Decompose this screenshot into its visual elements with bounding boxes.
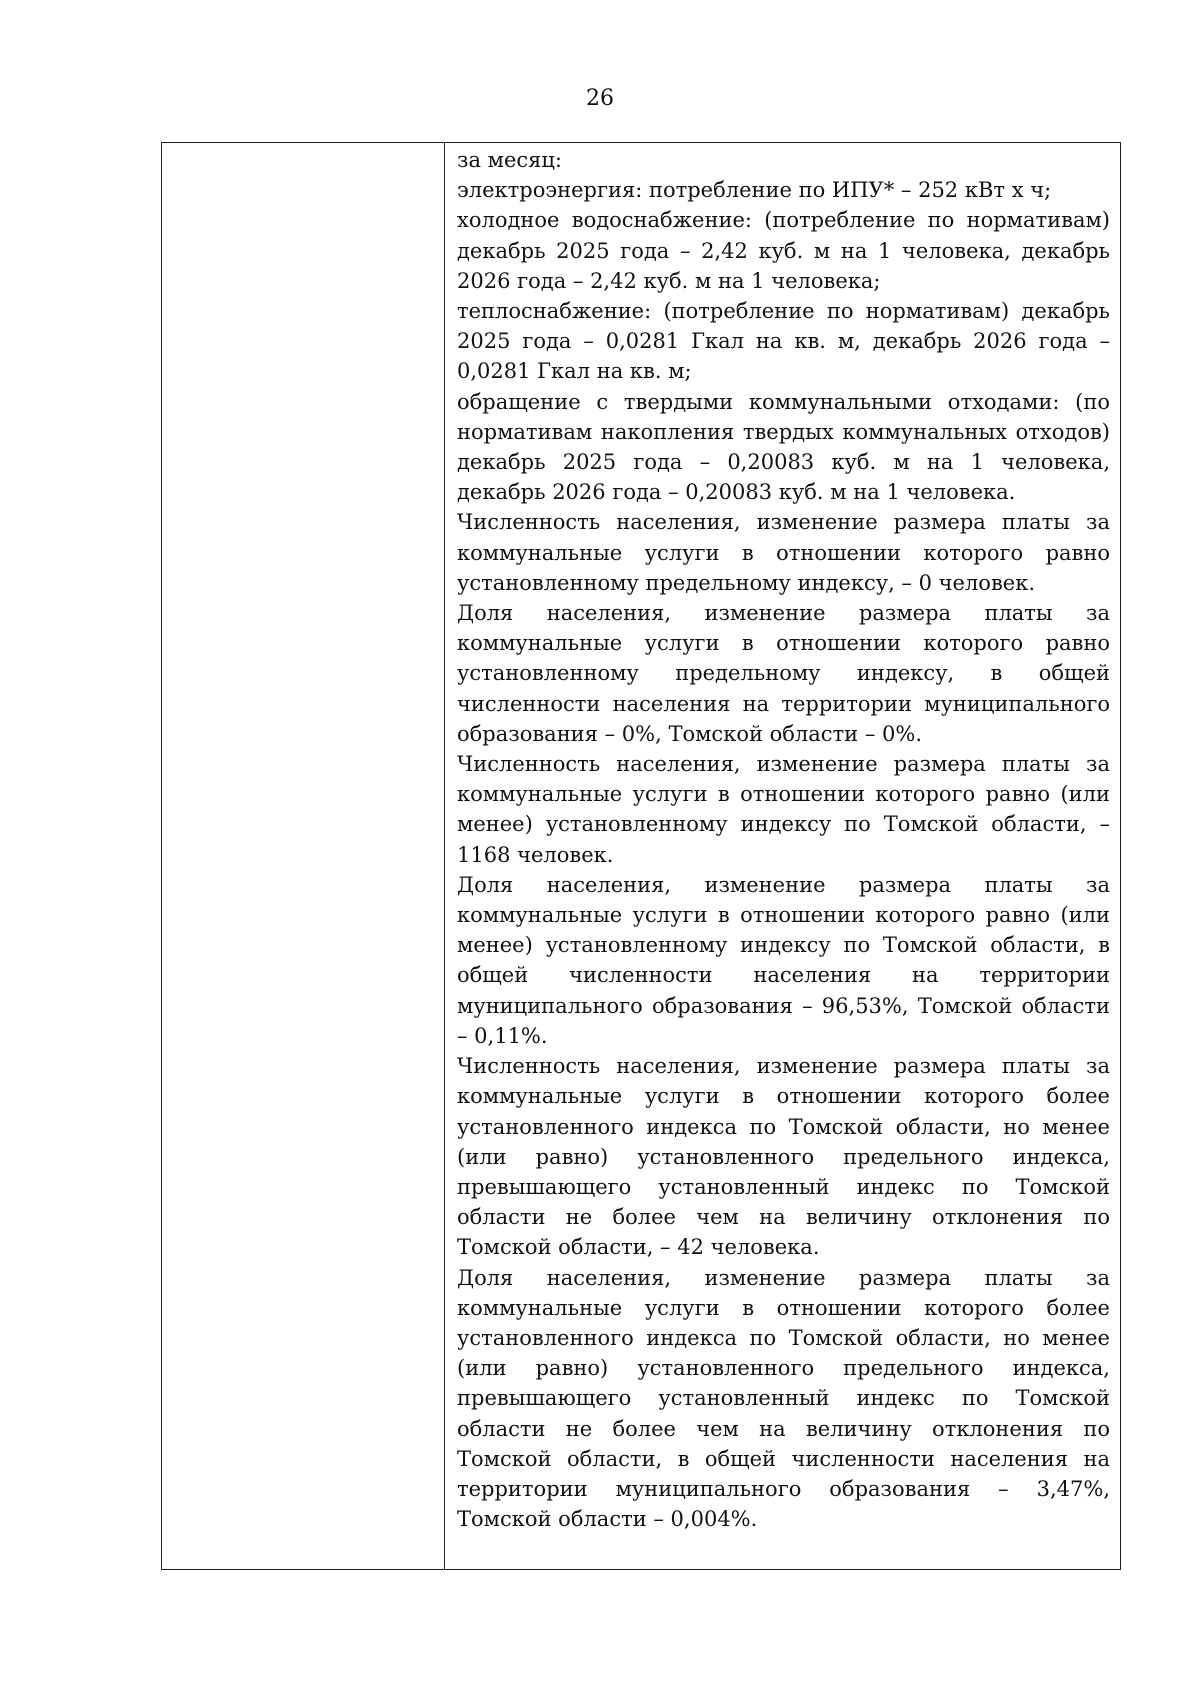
paragraph-share-limit-index: Доля населения, изменение размера платы за коммунальные услуги в отношении которого равно установленному предельному индексу, в общей численности населения на территории муниципального образования – 0%, Томской области – 0%. (457, 601, 1110, 746)
paragraph-electricity: электроэнергия: потребление по ИПУ* – 252 кВт х ч; (457, 178, 1052, 203)
page-number: 26 (586, 86, 614, 111)
paragraph-solid-waste: обращение с твердыми коммунальными отходами: (по нормативам накопления твердых коммунальных отходов) декабрь 2025 года – 0,20083 куб. м на 1 человека, декабрь 2026 года – 0,20083 куб. м на 1 человека. (457, 389, 1110, 505)
paragraph-heating: теплоснабжение: (потребление по нормативам) декабрь 2025 года – 0,0281 Гкал на кв. м, декабрь 2026 года – 0,0281 Гкал на кв. м; (457, 299, 1110, 384)
paragraph-share-below-index: Доля населения, изменение размера платы за коммунальные услуги в отношении которого равно (или менее) установленному индексу по Томской области, в общей численности населения на территории муниципального образования – 96,53%, Томской области – 0,11%. (457, 872, 1110, 1048)
paragraph-cold-water: холодное водоснабжение: (потребление по нормативам) декабрь 2025 года – 2,42 куб. м на 1 человека, декабрь 2026 года – 2,42 куб. м на 1 человека; (457, 208, 1110, 293)
content-table (161, 142, 1121, 1570)
paragraph-period-header: за месяц: (457, 148, 562, 172)
right-cell-text (445, 143, 1121, 1570)
table-row (162, 143, 1121, 1570)
paragraph-population-limit-index: Численность населения, изменение размера платы за коммунальные услуги в отношении которого равно установленному предельному индексу, – 0 человек. (457, 510, 1110, 595)
paragraph-population-above-index: Численность населения, изменение размера платы за коммунальные услуги в отношении которого более установленного индекса по Томской области, но менее (или равно) установленного предельного индекса, превышающего установленный индекс по Томской области не более чем на величину отклонения по Томской области, – 42 человека. (457, 1054, 1110, 1260)
paragraph-population-below-index: Численность населения, изменение размера платы за коммунальные услуги в отношении которого равно (или менее) установленному индексу по Томской области, – 1168 человек. (457, 752, 1110, 867)
paragraph-share-above-index: Доля населения, изменение размера платы за коммунальные услуги в отношении которого более установленного индекса по Томской области, но менее (или равно) установленного предельного индекса, превышающего установленный индекс по Томской области не более чем на величину отклонения по Томской области, в общей численности населения на территории муниципального образования – 3,47%, Томской области – 0,004%. (457, 1265, 1110, 1532)
left-cell-empty (162, 143, 445, 1570)
